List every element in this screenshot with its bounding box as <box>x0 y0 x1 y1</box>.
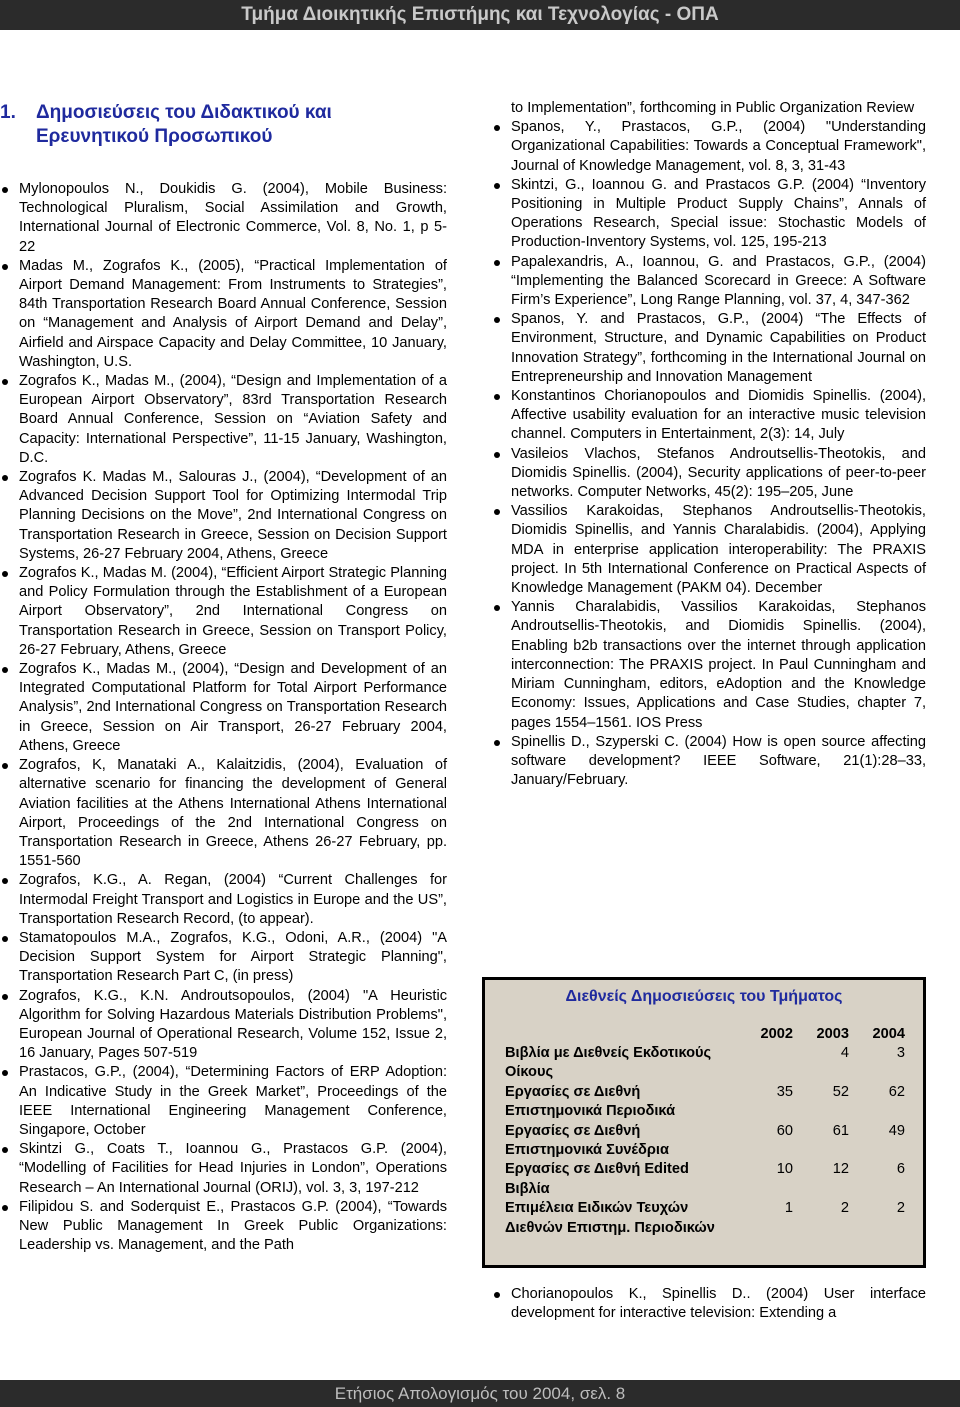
reference-item: Skintzi G., Coats T., Ioannou G., Prastacos G.P. (2004), “Modelling of Facilities for Head Injuries in London”, Operations Research – An International Journal (ORIJ), vol. 3, 3, 197-212 <box>0 1140 447 1198</box>
stats-year-header: 2002 <box>760 1026 793 1042</box>
stats-cell: 2 <box>896 1200 905 1217</box>
reference-item: Zografos, K.G., A. Regan, (2004) “Current Challenges for Intermodal Freight Transport and Logistics in Europe and the US”, Transportation Research Record, (to appear). <box>0 871 447 929</box>
stats-cell: 3 <box>896 1045 905 1061</box>
stats-cell: 62 <box>888 1083 905 1100</box>
header-banner: Τμήμα Διοικητικής Επιστήμης και Τεχνολογίας - ΟΠΑ <box>0 0 960 30</box>
stats-row-label: Βιβλία με Διεθνείς Εκδοτικούς Οίκους <box>505 1045 712 1081</box>
section-heading <box>0 101 447 149</box>
stats-cell: 52 <box>832 1083 849 1100</box>
stats-cell: 35 <box>776 1083 793 1100</box>
reference-item: Spinellis D., Szyperski C. (2004) How is open source affecting software development? IEEE Software, 21(1):28–33, January/February. <box>492 733 926 791</box>
reference-item: Papalexandris, A., Ioannou, G. and Prastacos, G.P., (2004) “Implementing the Balanced Scorecard in Greece: A Software Firm’s Experience”, Long Range Planning, vol. 37, 4, 347-362 <box>492 253 926 311</box>
stats-year-spacer <box>505 1024 737 1044</box>
reference-item: Konstantinos Chorianopoulos and Diomidis Spinellis. (2004), Affective usability evaluation for an interactive music television channel. Computers in Entertainment, 2(3): 14, July <box>492 387 926 445</box>
stats-row <box>505 1044 905 1083</box>
stats-cell: 10 <box>776 1161 793 1178</box>
stats-cell: 6 <box>896 1161 905 1178</box>
reference-item: Madas M., Zografos K., (2005), “Practical Implementation of Airport Demand Management: From Instruments to Strategies”, 84th Transportation Research Board Annual Conference, Session on “Management and Analysis of Airport Demand and Delay”, Airfield and Airspace Capacity and Delay Committee, 10 January, Washington, U.S. <box>0 257 447 372</box>
stats-cell: 2 <box>840 1200 849 1217</box>
stats-row <box>505 1160 905 1199</box>
reference-item: Zografos, K.G., K.N. Androutsopoulos, (2004) "A Heuristic Algorithm for Solving Hazardous Materials Distribution Problems", European Journal of Operational Research, Volume 152, Issue 2, 16 January, Pages 507-519 <box>0 987 447 1064</box>
trailing-reference <box>492 1285 926 1323</box>
reference-item: Stamatopoulos M.A., Zografos, K.G., Odoni, A.R., (2004) "A Decision Support System for Airport Strategic Planning", Transportation Research Part C, (in press) <box>0 929 447 987</box>
reference-item: Vassilios Karakoidas, Stephanos Androutsellis-Theotokis, Diomidis Spinellis, and Yannis Charalabidis. (2004), Applying MDA in enterprise application interoperability: The PRAXIS project. In 5th International Conference on Practical Aspects of Knowledge Management (PAKM 04). December <box>492 502 926 598</box>
reference-item: Mylonopoulos N., Doukidis G. (2004), Mobile Business: Technological Pluralism, Social Assimilation and Growth, International Journal of Electronic Commerce, Vol. 8, No. 1, p 5-22 <box>0 180 447 257</box>
left-column <box>0 99 447 1255</box>
section-title-line1: Δημοσιεύσεις του Διδακτικού και <box>36 102 332 123</box>
stats-row-label: Εργασίες σε Διεθνή Edited Βιβλία <box>505 1161 689 1197</box>
stats-row-label: Εργασίες σε Διεθνή Επιστημονικά Συνέδρια <box>505 1122 669 1159</box>
reference-item: Prastacos, G.P., (2004), “Determining Factors of ERP Adoption: An Indicative Study in the Greek Market”, Proceedings of the IEEE International Engineering Management Conference, Singapore, October <box>0 1063 447 1140</box>
reference-item: Zografos, K, Manataki A., Kalaitzidis, (2004), Evaluation of alternative scenario for financing the development of General Aviation facilities at the Athens International Athens International Airport, Proceedings of the 2nd International Congress on Transportation Research in Greece, Athens 26-27 February, pp. 1551-560 <box>0 756 447 871</box>
stats-row <box>505 1122 905 1161</box>
stats-cell: 1 <box>784 1200 793 1217</box>
reference-item: Zografos K., Madas M., (2004), “Design and Development of an Integrated Computational Platform for Total Airport Performance Analysis”, 2nd International Congress on Transportation Research in Greece, Session on Air Transport, 26-27 February 2004, Athens, Greece <box>0 660 447 756</box>
stats-header-row <box>505 1024 905 1044</box>
stats-row-label: Επιμέλεια Ειδικών Τευχών Διεθνών Επιστημ. Περιοδικών <box>505 1200 715 1236</box>
stats-cell: 61 <box>832 1122 849 1139</box>
reference-item: Zografos K., Madas M., (2004), “Design and Implementation of a European Airport Observatory”, 83rd Transportation Research Board Annual Conference, Session on “Aviation Safety and Capacity: International Perspective”, 11-15 January, Washington, D.C. <box>0 372 447 468</box>
footer-banner: Ετήσιος Απολογισμός του 2004, σελ. 8 <box>0 1380 960 1407</box>
section-title-line2: Ερευνητικού Προσωπικού <box>36 126 273 147</box>
trailing-reference-list <box>492 1285 926 1323</box>
stats-table <box>505 1024 905 1238</box>
reference-item: Vasileios Vlachos, Stefanos Androutsellis-Theotokis, and Diomidis Spinellis. (2004), Security applications of peer-to-peer networks. Computer Networks, 45(2): 195–205, June <box>492 445 926 503</box>
stats-cell: 49 <box>888 1122 905 1139</box>
reference-item: Filipidou S. and Soderquist E., Prastacos G.P. (2004), “Towards New Public Management In Greek Public Organizations: Leadership vs. Management, and the Path <box>0 1198 447 1256</box>
reference-continuation: to Implementation”, forthcoming in Public Organization Review <box>511 100 915 116</box>
reference-item: Skintzi, G., Ioannou G. and Prastacos G.P. (2004) “Inventory Positioning in Multiple Product Supply Chains”, Annals of Operations Research, Special issue: Stochastic Models of Production-Inventory Systems, vol. 125, 195-213 <box>492 176 926 253</box>
reference-item: Yannis Charalabidis, Vassilios Karakoidas, Stephanos Androutsellis-Theotokis, and Diomidis Spinellis. (2004), Enabling b2b transactions over the internet through application interconnection: The PRAXIS project. In Paul Cunningham and Miriam Cunningham, editors, eAdoption and the Knowledge Economy: Issues, Applications and Case Studies, chapter 7, pages 1554–1561. IOS Press <box>492 598 926 732</box>
stats-year-header: 2004 <box>872 1026 905 1042</box>
stats-row <box>505 1083 905 1122</box>
stats-cell <box>737 1044 793 1083</box>
section-number: 1. <box>0 102 16 123</box>
reference-item: Zografos K., Madas M. (2004), “Efficient Airport Strategic Planning and Policy Formulation through the Establishment of a European Airport Observatory”, 2nd International Congress on Transportation Research in Greece, Session on Transport Policy, 26-27 February, Athens, Greece <box>0 564 447 660</box>
stats-cell: 12 <box>832 1161 849 1178</box>
stats-cell: 4 <box>840 1045 849 1061</box>
stats-row <box>505 1199 905 1238</box>
right-column <box>485 99 926 790</box>
stats-year-header: 2003 <box>816 1026 849 1042</box>
left-reference-list <box>0 180 447 1255</box>
stats-cell: 60 <box>776 1122 793 1139</box>
publication-stats-box <box>482 977 926 1268</box>
reference-item: Chorianopoulos K., Spinellis D.. (2004) User interface development for interactive television: Extending a <box>492 1285 926 1323</box>
reference-item: Spanos, Y. and Prastacos, G.P., (2004) “The Effects of Environment, Structure, and Dynamic Capabilities on Product Innovation Strategy”, forthcoming in the International Journal on Entrepreneurship and Innovation Management <box>492 310 926 387</box>
stats-row-label: Εργασίες σε Διεθνή Επιστημονικά Περιοδικά <box>505 1083 676 1120</box>
reference-item: Spanos, Y., Prastacos, G.P., (2004) "Understanding Organizational Capabilities: Towards a Conceptual Framework", Journal of Knowledge Management, vol. 8, 3, 31-43 <box>492 118 926 176</box>
right-reference-list <box>492 118 926 790</box>
stats-title: Διεθνείς Δημοσιεύσεις του Τμήματος <box>565 988 843 1005</box>
reference-item: Zografos K. Madas M., Salouras J., (2004), “Development of an Advanced Decision Support Tool for Optimizing Intermodal Trip Planning Decisions on the Move”, 2nd International Congress on Transportation Research in Greece, Session on Decision Support Systems, 26-27 February 2004, Athens, Greece <box>0 468 447 564</box>
